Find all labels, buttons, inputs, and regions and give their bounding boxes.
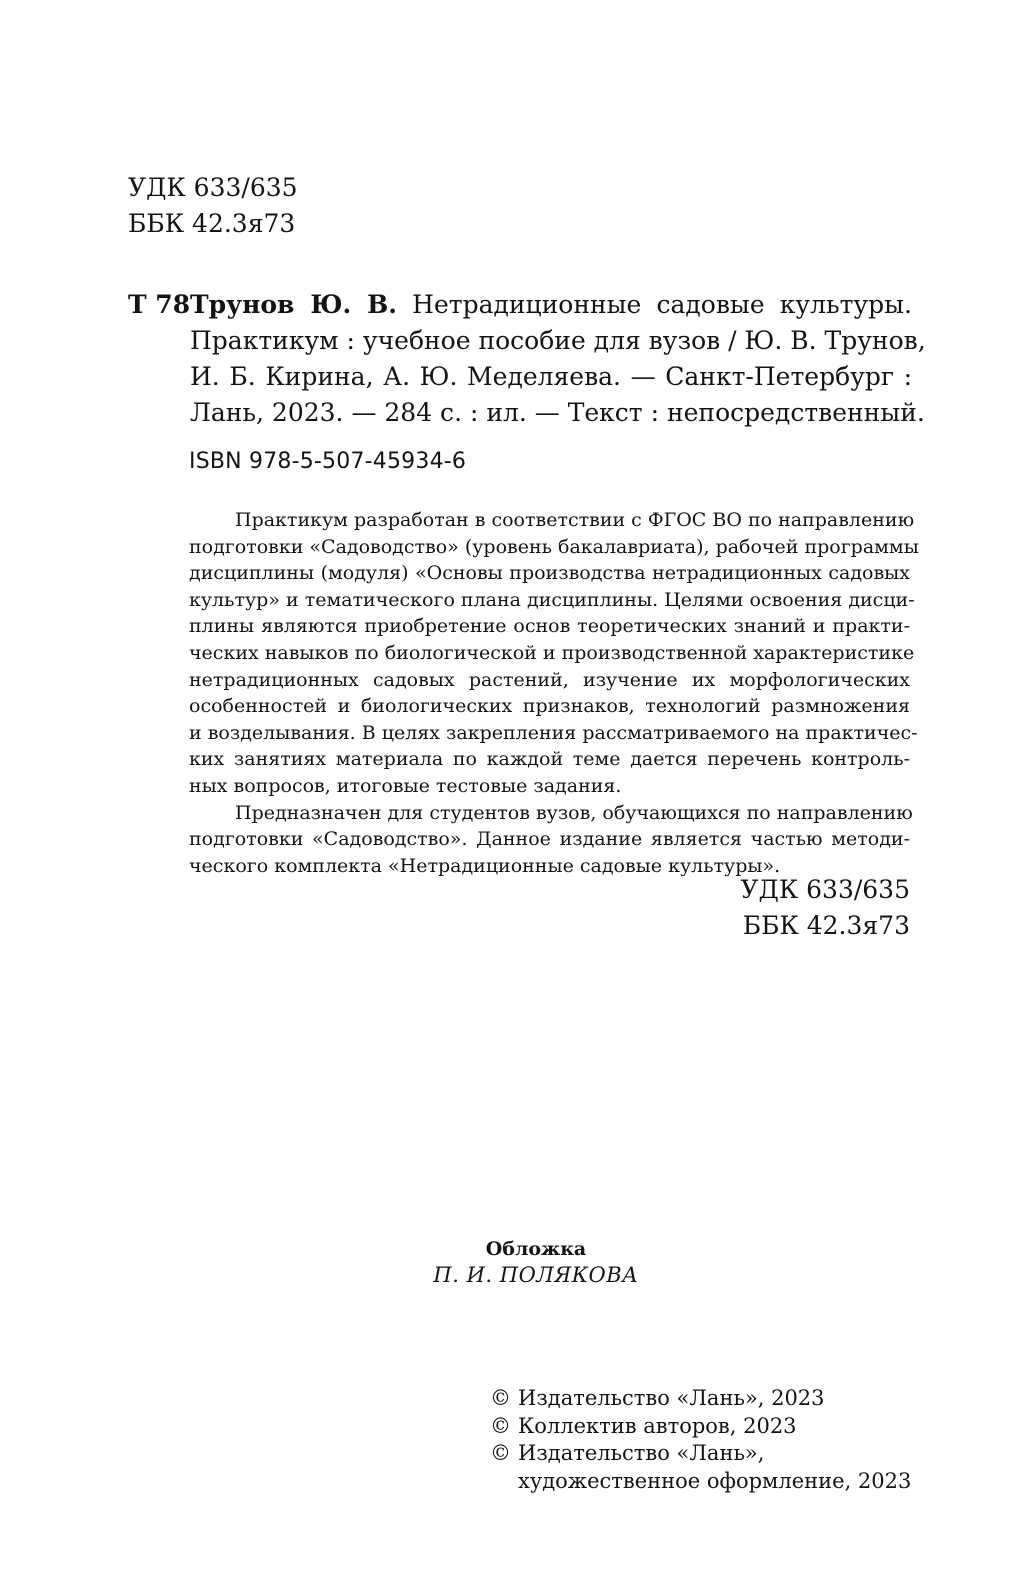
entry-line-2: Практикум : учебное пособие для вузов / Ю. В. Трунов,	[190, 326, 926, 355]
copyright-text: Издательство «Лань», 2023	[518, 1386, 825, 1410]
copyright-block	[490, 1385, 911, 1495]
title-text: Нетрадиционные садовые культуры.	[412, 290, 912, 319]
cover-label: Обложка	[485, 1238, 587, 1260]
cover-credit	[0, 1237, 1024, 1289]
isbn: ISBN 978-5-507-45934-6	[189, 449, 467, 474]
copyright-text: художественное оформление, 2023	[518, 1468, 912, 1493]
entry-line-3: И. Б. Кирина, А. Ю. Меделяева. — Санкт-Петербург :	[190, 362, 912, 391]
copyright-text: Издательство «Лань»,	[518, 1441, 765, 1465]
annotation-line: ческих навыков по биологической и производственной характеристике	[189, 641, 915, 664]
annotation-line: нетрадиционных садовых растений, изучение их морфологических	[189, 668, 910, 691]
udk-code-bottom: УДК 633/635	[740, 875, 910, 904]
annotation-line: и возделывания. В целях закрепления рассматриваемого на практичес-	[189, 721, 918, 744]
annotation-line: особенностей и биологических признаков, технологий размножения	[189, 695, 910, 718]
entry-line-1	[190, 287, 912, 323]
cover-designer: П. И. ПОЛЯКОВА	[433, 1263, 639, 1287]
annotation-line: ких занятиях материала по каждой теме дается перечень контроль-	[189, 748, 910, 771]
annotation	[189, 507, 919, 879]
copyright-row-continuation	[490, 1468, 911, 1496]
entry-line-4: Лань, 2023. — 284 с. : ил. — Текст : непосредственный.	[190, 398, 925, 427]
classification-footer	[740, 872, 910, 944]
annotation-line: дисциплины (модуля) «Основы производства нетрадиционных садовых	[189, 562, 910, 585]
annotation-line: плины являются приобретение основ теоретических знаний и практи-	[189, 615, 910, 638]
udk-code: УДК 633/635	[128, 173, 298, 202]
copyright-icon: ©	[490, 1441, 511, 1465]
annotation-line: Предназначен для студентов вузов, обучающихся по направлению	[235, 801, 913, 824]
copyright-icon: ©	[490, 1413, 511, 1438]
annotation-line: Практикум разработан в соответствии с ФГОС ВО по направлению	[235, 509, 915, 531]
copyright-text: Коллектив авторов, 2023	[518, 1413, 797, 1438]
annotation-line: ных вопросов, итоговые тестовые задания.	[189, 774, 622, 797]
annotation-line: культур» и тематического плана дисциплины. Целями освоения дисци-	[189, 588, 915, 611]
bbk-code-bottom: ББК 42.3я73	[742, 911, 910, 940]
entry-text	[190, 287, 926, 431]
copyright-icon: ©	[490, 1386, 511, 1410]
copyright-row	[490, 1440, 911, 1468]
classification-header	[128, 170, 298, 242]
copyright-row	[490, 1413, 911, 1441]
author-mark: Т 78	[128, 290, 191, 319]
annotation-line: ческого комплекта «Нетрадиционные садовые культуры».	[189, 854, 781, 877]
author-name: Трунов Ю. В.	[190, 290, 397, 319]
annotation-line: подготовки «Садоводство». Данное издание является частью методи-	[189, 828, 910, 851]
copyright-row	[490, 1385, 911, 1413]
annotation-line: подготовки «Садоводство» (уровень бакалавриата), рабочей программы	[189, 535, 919, 558]
bbk-code: ББК 42.3я73	[128, 209, 296, 238]
